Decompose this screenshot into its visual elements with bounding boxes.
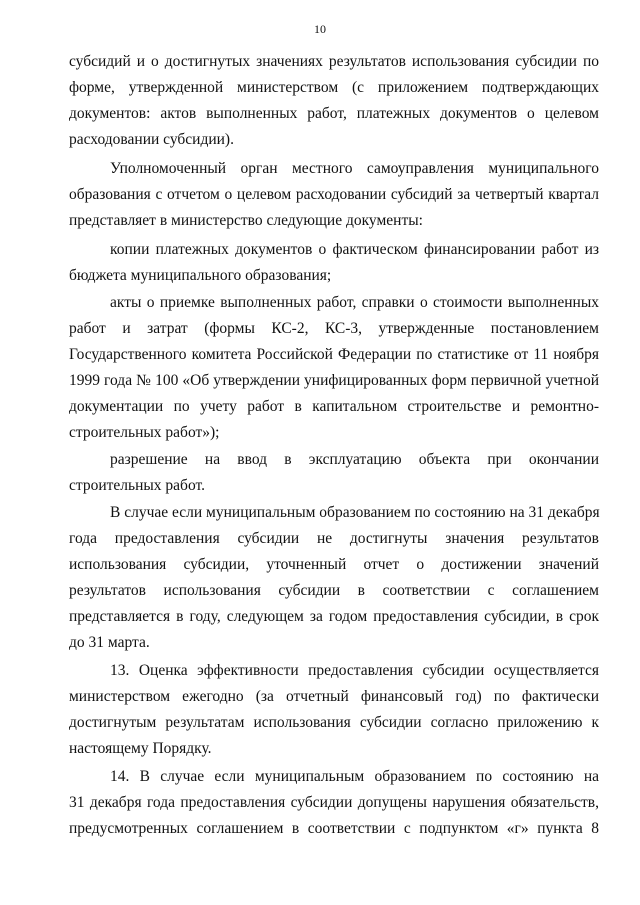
page-number: 10 xyxy=(314,22,326,36)
text-line: 1999 года № 100 «Об утверждении унифицированных форм первичной учетной xyxy=(69,372,599,389)
text-line: форме, утвержденной министерством (с приложением подтверждающих xyxy=(69,79,599,96)
text-line: настоящему Порядку. xyxy=(69,740,212,757)
text-line: субсидий и о достигнутых значениях результатов использования субсидии по xyxy=(69,53,599,70)
text-line: представляет в министерство следующие документы: xyxy=(69,212,423,229)
text-line: документов: актов выполненных работ, платежных документов о целевом xyxy=(69,105,599,122)
text-line: акты о приемке выполненных работ, справки о стоимости выполненных xyxy=(110,294,599,311)
text-line: расходовании субсидии). xyxy=(69,131,234,148)
text-line: результатов использования субсидии в соответствии с соглашением xyxy=(69,582,599,599)
text-line: Государственного комитета Российской Федерации по статистике от 11 ноября xyxy=(69,346,599,363)
text-line: бюджета муниципального образования; xyxy=(69,267,332,284)
text-line: Уполномоченный орган местного самоуправления муниципального xyxy=(110,160,599,177)
text-line: 13. Оценка эффективности предоставления субсидии осуществляется xyxy=(110,662,599,679)
text-line: использования субсидии, уточненный отчет о достижении значений xyxy=(69,556,599,573)
text-line: работ и затрат (формы КС-2, КС-3, утвержденные постановлением xyxy=(69,320,599,337)
text-line: достигнутым результатам использования субсидии согласно приложению к xyxy=(69,714,599,731)
text-line: 31 декабря года предоставления субсидии допущены нарушения обязательств, xyxy=(69,794,599,811)
text-line: предусмотренных соглашением в соответствии с подпунктом «г» пункта 8 xyxy=(69,820,599,837)
text-line: строительных работ. xyxy=(69,477,205,494)
text-line: документации по учету работ в капитальном строительстве и ремонтно- xyxy=(69,398,599,415)
text-line: образования с отчетом о целевом расходовании субсидий за четвертый квартал xyxy=(69,186,599,203)
text-line: до 31 марта. xyxy=(69,634,150,651)
text-line: В случае если муниципальным образованием по состоянию на 31 декабря xyxy=(110,504,600,521)
text-line: строительных работ»); xyxy=(69,424,220,441)
text-line: 14. В случае если муниципальным образованием по состоянию на xyxy=(110,768,599,785)
text-line: представляется в году, следующем за годом предоставления субсидии, в срок xyxy=(69,608,599,625)
text-line: копии платежных документов о фактическом финансировании работ из xyxy=(110,241,599,258)
text-line: года предоставления субсидии не достигнуты значения результатов xyxy=(69,530,599,547)
text-line: министерством ежегодно (за отчетный финансовый год) по фактически xyxy=(69,688,599,705)
text-line: разрешение на ввод в эксплуатацию объекта при окончании xyxy=(110,451,599,468)
